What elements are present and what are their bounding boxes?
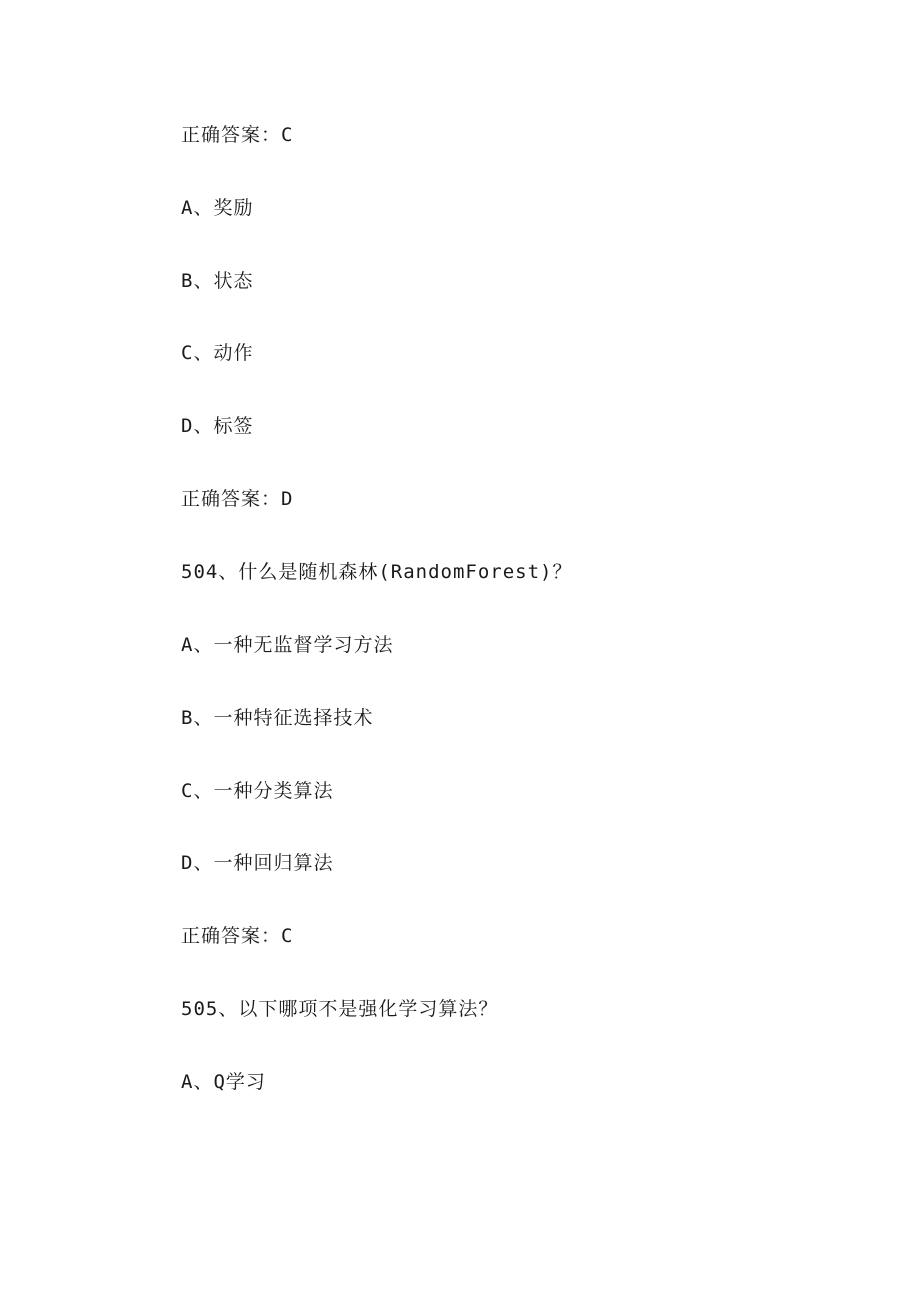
option-b: B、一种特征选择技术: [181, 707, 374, 729]
question-504: 504、什么是随机森林(RandomForest)？: [181, 561, 573, 583]
option-a: A、奖励: [181, 197, 254, 219]
answer-line: 正确答案：C: [181, 925, 294, 947]
option-c: C、动作: [181, 342, 254, 364]
question-505: 505、以下哪项不是强化学习算法？: [181, 998, 499, 1020]
answer-line: 正确答案：C: [181, 124, 294, 146]
option-d: D、标签: [181, 415, 254, 437]
option-c: C、一种分类算法: [181, 780, 334, 802]
option-a: A、Q学习: [181, 1071, 266, 1093]
answer-line: 正确答案：D: [181, 488, 294, 510]
option-b: B、状态: [181, 270, 254, 292]
option-a: A、一种无监督学习方法: [181, 634, 394, 656]
option-d: D、一种回归算法: [181, 852, 334, 874]
